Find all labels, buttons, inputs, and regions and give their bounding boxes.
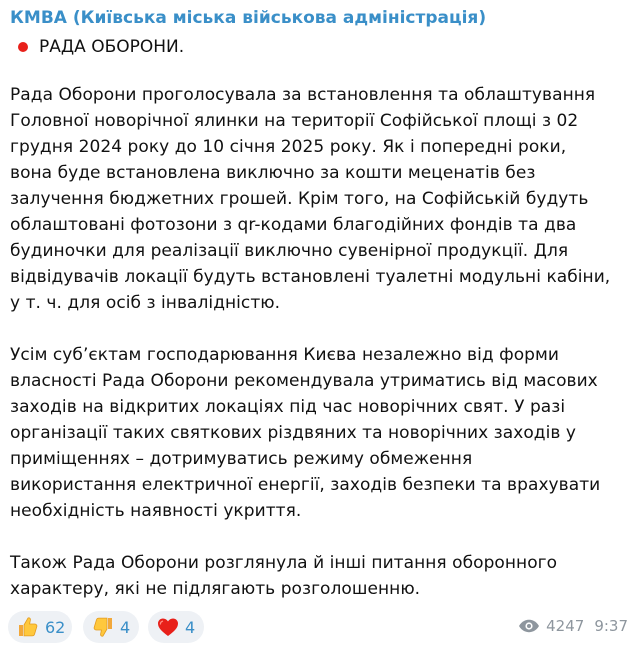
text-line: будиночки для реалізації виключно сувенірної продукції. Для	[10, 241, 569, 261]
text-line: Головної новорічної ялинки на території Софійської площі з 02	[10, 111, 579, 131]
subtitle-text: РАДА ОБОРОНИ.	[39, 37, 185, 57]
reaction-count: 62	[45, 617, 66, 637]
text-line: організації таких святкових різдвяних та новорічних заходів у	[10, 423, 577, 443]
text-line: Рада Оборони проголосувала за встановлення та облаштування	[10, 85, 596, 105]
thumbs-up-icon	[16, 615, 40, 639]
thumbs-down-icon	[91, 615, 115, 639]
eye-icon	[518, 619, 540, 633]
red-heart-icon	[156, 615, 180, 639]
text-line: облаштовані фотозони з qr-кодами благодійних фондів та два	[10, 215, 577, 235]
reaction-count: 4	[120, 617, 131, 637]
reaction-thumbs-up[interactable]	[8, 611, 72, 643]
post-meta	[518, 617, 628, 635]
text-line: використання електричної енергії, заходів безпеки та врахувати	[10, 475, 601, 495]
reaction-heart[interactable]	[148, 611, 204, 643]
post-time: 9:37	[594, 617, 628, 635]
text-line: Усім суб’єктам господарювання Києва незалежно від форми	[10, 345, 559, 365]
red-circle-icon	[18, 42, 28, 52]
reaction-count: 4	[185, 617, 196, 637]
post-subtitle	[18, 34, 626, 60]
text-line: залучення бюджетних грошей. Крім того, на Софійській будуть	[10, 189, 589, 209]
post-paragraph-1	[10, 82, 626, 316]
text-line: заходів на відкритих локаціях під час новорічних свят. У разі	[10, 397, 566, 417]
channel-name[interactable]: КМВА (Київська міська військова адміністрація)	[10, 8, 487, 28]
reaction-thumbs-down[interactable]	[83, 611, 139, 643]
post-paragraph-3	[10, 550, 626, 602]
view-count: 4247	[546, 617, 585, 635]
text-line: власності Рада Оборони рекомендувала утриматись від масових	[10, 371, 598, 391]
post-footer	[0, 611, 638, 643]
post-paragraph-2	[10, 342, 626, 524]
text-line: грудня 2024 року до 10 січня 2025 року. Як і попередні роки,	[10, 137, 567, 157]
text-line: відвідувачів локації будуть встановлені туалетні модульні кабіни,	[10, 267, 611, 287]
text-line: Також Рада Оборони розглянула й інші питання оборонного	[10, 553, 558, 573]
text-line: приміщеннях – дотримуватись режиму обмеження	[10, 449, 473, 469]
text-line: у т. ч. для осіб з інвалідністю.	[10, 293, 281, 313]
text-line: характеру, які не підлягають розголошенню.	[10, 579, 421, 599]
text-line: необхідність наявності укриття.	[10, 501, 302, 521]
text-line: вона буде встановлена виключно за кошти меценатів без	[10, 163, 536, 183]
